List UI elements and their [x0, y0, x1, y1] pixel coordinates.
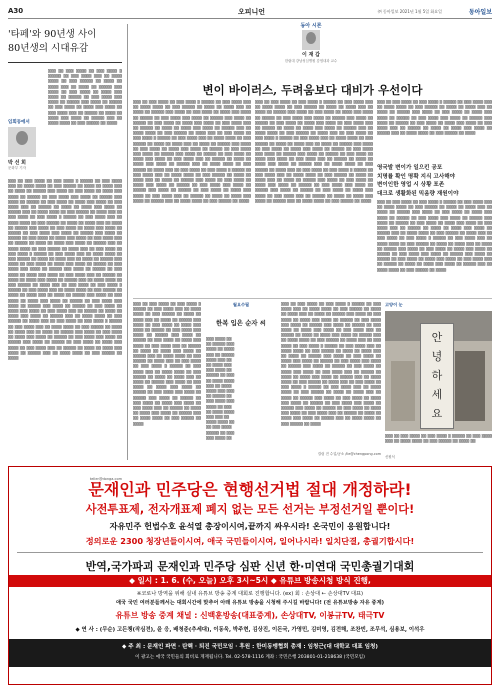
- ad-contact: 이 광고는 애국 국민들의 회비로 게재됩니다. Tel. 02-578-1116 계좌 : 국민은행 203801-01-218638 (국민모임): [135, 655, 365, 660]
- greeting-sign: [420, 323, 454, 429]
- center-headline: 변이 바이러스, 두려움보다 대비가 우선이다: [202, 83, 423, 97]
- photo-caption-label: 고양이 눈: [385, 302, 403, 307]
- center-author-role: 한림대 강남성심병원 감염내과 교수: [284, 59, 338, 63]
- center-body-col3: ▒▒▒ ▒▒ ▒▒▒ ▒▒▒▒ ▒▒ ▒▒▒ ▒▒▒▒ ▒ ▒▒▒▒▒ ▒▒ ▒▒▒ ▒▒▒▒ ▒▒▒ ▒▒ ▒▒▒▒ ▒▒▒▒ ▒▒ ▒▒▒ ▒▒▒▒▒ ▒▒ ▒▒▒▒ ▒▒ ▒▒▒▒ ▒▒▒ ▒▒ ▒▒▒▒ ▒▒ ▒▒▒▒▒ ▒▒▒ ▒▒▒▒ ▒▒ ▒▒▒ ▒▒▒▒ ▒▒ ▒▒▒▒ ▒▒▒ ▒▒▒▒ ▒▒ ▒▒▒▒▒ ▒▒ ▒▒▒ ▒▒▒▒ ▒▒▒ ▒▒▒▒ ▒▒ ▒▒▒▒▒ ▒▒▒ ▒▒▒▒ ▒▒ ▒▒▒▒▒ ▒▒ ▒▒▒ ▒▒▒▒ ▒▒ ▒▒▒▒ ▒▒▒ ▒▒▒▒ ▒▒ ▒▒▒ ▒▒▒▒ ▒▒▒ ▒▒ ▒▒▒▒▒ ▒▒ ▒▒▒▒ ▒▒ ▒▒▒▒ ▒▒▒ ▒▒▒▒ ▒▒ ▒▒▒▒▒ ▒▒▒ ▒▒ ▒▒▒▒ ▒▒▒▒ ▒▒ ▒▒▒ ▒▒▒▒▒ ▒▒ ▒▒▒▒ 영국발 변이가 일으킨 공포 치명률 확인 명확 지식 고사해야 변이인한 영업 시 상황 포존 대크로 생활화된 믹옴량 재원이야 ▒▒▒ ▒▒ ▒▒▒ ▒▒▒▒ ▒▒ ▒▒▒ ▒▒▒▒ ▒ ▒▒▒▒▒ ▒▒ ▒▒▒ ▒▒▒▒ ▒▒▒ ▒▒ ▒▒▒▒ ▒▒▒▒ ▒▒ ▒▒▒ ▒▒▒▒▒ ▒▒ ▒▒▒▒ ▒▒ ▒▒▒▒ ▒▒▒ ▒▒ ▒▒▒▒ ▒▒ ▒▒▒▒▒ ▒▒▒ ▒▒▒▒ ▒▒ ▒▒▒ ▒▒▒▒ ▒▒ ▒▒▒▒ ▒▒▒ ▒▒▒▒ ▒▒ ▒▒▒▒▒ ▒▒ ▒▒▒ ▒▒▒▒ ▒▒▒ ▒▒▒▒ ▒▒ ▒▒▒▒▒ ▒▒▒ ▒▒▒▒ ▒▒ ▒▒▒▒▒ ▒▒ ▒▒▒ ▒▒▒▒ ▒▒ ▒▒▒▒ ▒▒▒ ▒▒▒▒ ▒▒ ▒▒▒ ▒▒▒▒ ▒▒▒ ▒▒ ▒▒▒▒▒ ▒▒ ▒▒▒▒ ▒▒ ▒▒▒▒ ▒▒▒ ▒▒▒▒ ▒▒ ▒▒▒▒▒ ▒▒▒ ▒▒ ▒▒▒▒ ▒▒▒▒ ▒▒ ▒▒▒ ▒▒▒▒▒ ▒▒ ▒▒▒▒ ▒▒▒ ▒▒ ▒▒▒ ▒▒▒▒ ▒▒ ▒▒▒ ▒▒▒▒ ▒ ▒▒▒▒▒ ▒▒ ▒▒▒ ▒▒▒▒ ▒▒▒ ▒▒ ▒▒▒▒ ▒▒▒▒ ▒▒ ▒▒▒ ▒▒▒▒▒ ▒▒ ▒▒▒▒ ▒▒ ▒▒▒▒ ▒▒▒ ▒▒ ▒▒▒▒ ▒▒ ▒▒▒▒▒ ▒▒▒ ▒▒▒▒ ▒▒ ▒▒▒ ▒▒▒▒ ▒▒ ▒▒▒▒ ▒▒▒ ▒▒▒▒ ▒▒ ▒▒▒▒▒ ▒▒ ▒▒▒ ▒▒▒▒ ▒▒▒ ▒▒▒▒ ▒▒ ▒▒▒▒▒ ▒▒▒ ▒▒▒▒ ▒▒ ▒▒▒▒▒ ▒▒ ▒▒▒ ▒▒▒▒ ▒▒ ▒▒▒▒ ▒▒▒ ▒▒▒▒ ▒▒ ▒▒▒ ▒▒▒▒ ▒▒▒ ▒▒ ▒▒▒▒▒ ▒▒ ▒▒▒▒ ▒▒ ▒▒▒▒ ▒▒▒ ▒▒▒▒ ▒▒ ▒▒▒▒▒ ▒▒▒ ▒▒ ▒▒▒▒ ▒▒▒▒ ▒▒ ▒▒▒ ▒▒▒▒▒ ▒▒ ▒▒▒▒: [377, 100, 492, 272]
- left-column-article: [8, 28, 122, 481]
- ad-line4: 정의로운 2300 청장년들이시여, 애국 국민들이시여, 일어나시라! 일치단결, 총궐기합시다!: [85, 536, 415, 546]
- author-photo: [302, 30, 320, 50]
- author-box: [8, 69, 44, 171]
- poem-title: 한복 입은 순자 씨: [216, 319, 266, 327]
- left-author-email: teller@donga.com: [89, 477, 122, 481]
- column-name: 임회동에서: [8, 120, 30, 125]
- poem-box: 월요수필 한복 입은 순자 씨 ▒▒▒ ▒▒▒▒ ▒▒ ▒▒ ▒▒▒▒▒ ▒▒▒ ▒▒▒▒ ▒▒ ▒▒▒▒ ▒▒▒ ▒▒ ▒▒▒▒▒ ▒▒▒▒ ▒▒▒ ▒▒ ▒▒ ▒▒▒▒ ▒▒▒ ▒▒▒ ▒▒▒▒ ▒▒ ▒▒▒▒▒ ▒▒ ▒▒▒ ▒▒ ▒▒▒▒ ▒▒▒▒ ▒▒▒ ▒▒ ▒▒▒▒ ▒▒▒▒ ▒▒▒ ▒▒▒ ▒▒ ▒▒▒▒▒ ▒▒ ▒▒▒ ▒▒▒▒ ▒▒▒ ▒▒▒▒ ▒▒ ▒▒▒ ▒▒ ▒▒▒▒ ▒▒▒▒ ▒▒▒ ▒▒▒ ▒▒ ▒▒▒▒ ▒▒▒▒ ▒▒ ▒▒ ▒▒▒ ▒▒▒▒ ▒▒▒▒▒ ▒▒ ▒▒▒ ▒▒▒ ▒▒▒▒ ▒▒: [206, 302, 276, 458]
- sign-char: 세: [431, 388, 443, 401]
- subhead-line3: 변이인한 영업 시 상황 포존: [377, 182, 445, 188]
- author-name: 박 선 희: [8, 160, 26, 166]
- ad-channels: 유튜브 방송 중계 채널 : 신백훈방송(대표중계), 손상대TV, 이봉규TV, 태극TV: [115, 611, 385, 620]
- ad-organizer: ◆ 주 최 : 문재인 파면 · 탄핵 · 퇴진 국민모임 · 후원 : 한미동맹협회 총재 : 임청근(대 대학교 대표 임청): [122, 644, 378, 650]
- ad-line3: 자유민주 헌법수호 윤석열 총장이시여,끝까지 싸우시라! 온국민이 응원합니다!: [109, 521, 391, 531]
- issue-date: ㈜ 동아일보 2021년 1월 5일 화요일: [377, 9, 442, 14]
- subhead-line2: 치명률 확인 명확 지식 고사해야: [377, 173, 456, 180]
- center-body-col2: ▒▒▒ ▒▒ ▒▒▒ ▒▒▒▒ ▒▒ ▒▒▒ ▒▒▒▒ ▒ ▒▒▒▒▒ ▒▒ ▒▒▒ ▒▒▒▒ ▒▒▒ ▒▒ ▒▒▒▒ ▒▒▒▒ ▒▒ ▒▒▒ ▒▒▒▒▒ ▒▒ ▒▒▒▒ ▒▒ ▒▒▒▒ ▒▒▒ ▒▒ ▒▒▒▒ ▒▒ ▒▒▒▒▒ ▒▒▒ ▒▒▒▒ ▒▒ ▒▒▒ ▒▒▒▒ ▒▒ ▒▒▒▒ ▒▒▒ ▒▒▒▒ ▒▒ ▒▒▒▒▒ ▒▒ ▒▒▒ ▒▒▒▒ ▒▒▒ ▒▒▒▒ ▒▒ ▒▒▒▒▒ ▒▒▒ ▒▒▒▒ ▒▒ ▒▒▒▒▒ ▒▒ ▒▒▒ ▒▒▒▒ ▒▒ ▒▒▒▒ ▒▒▒ ▒▒▒▒ ▒▒ ▒▒▒ ▒▒▒▒ ▒▒▒ ▒▒ ▒▒▒▒▒ ▒▒ ▒▒▒▒ ▒▒ ▒▒▒▒ ▒▒▒ ▒▒▒▒ ▒▒ ▒▒▒▒▒ ▒▒▒ ▒▒ ▒▒▒▒ ▒▒▒▒ ▒▒ ▒▒▒ ▒▒▒▒▒ ▒▒ ▒▒▒▒ ▒▒▒ ▒▒ ▒▒▒ ▒▒▒▒ ▒▒ ▒▒▒ ▒▒▒▒ ▒ ▒▒▒▒▒ ▒▒ ▒▒▒ ▒▒▒▒ ▒▒▒ ▒▒ ▒▒▒▒ ▒▒▒▒ ▒▒ ▒▒▒ ▒▒▒▒▒ ▒▒ ▒▒▒▒ ▒▒ ▒▒▒▒ ▒▒▒ ▒▒ ▒▒▒▒ ▒▒ ▒▒▒▒▒ ▒▒▒ ▒▒▒▒ ▒▒ ▒▒▒ ▒▒▒▒ ▒▒ ▒▒▒▒ ▒▒▒ ▒▒▒▒ ▒▒ ▒▒▒▒▒ ▒▒ ▒▒▒ ▒▒▒▒ ▒▒▒ ▒▒▒▒ ▒▒ ▒▒▒▒▒ ▒▒▒ ▒▒▒▒ ▒▒ ▒▒▒▒▒ ▒▒ ▒▒▒ ▒▒▒▒ ▒▒ ▒▒▒▒ ▒▒▒ ▒▒▒▒ ▒▒ ▒▒▒ ▒▒▒▒ ▒▒▒ ▒▒ ▒▒▒▒▒ ▒▒ ▒▒▒▒ ▒▒ ▒▒▒▒ ▒▒▒ ▒▒▒▒ ▒▒ ▒▒▒▒▒ ▒▒▒ ▒▒ ▒▒▒▒ ▒▒▒▒ ▒▒ ▒▒▒ ▒▒▒▒▒ ▒▒ ▒▒▒▒ ▒▒▒ ▒▒ ▒▒▒ ▒▒▒▒ ▒▒ ▒▒▒ ▒▒▒▒ ▒ ▒▒▒▒▒ ▒▒ ▒▒▒ ▒▒▒▒ ▒▒▒ ▒▒ ▒▒▒▒ ▒▒▒▒ ▒▒ ▒▒▒ ▒▒▒▒▒ ▒▒ ▒▒▒▒ ▒▒ ▒▒▒▒ ▒▒▒ ▒▒ ▒▒▒▒ ▒▒ ▒▒▒▒▒ ▒▒▒ ▒▒▒▒ ▒▒ ▒▒▒ ▒▒▒▒ ▒▒ ▒▒▒▒ ▒▒▒ ▒▒▒▒ ▒▒ ▒▒▒▒▒ ▒▒ ▒▒▒ ▒▒▒▒ ▒▒▒ ▒▒▒▒ ▒▒ ▒▒▒▒▒ ▒▒▒ ▒▒▒▒ ▒▒ ▒▒▒▒▒ ▒▒ ▒▒▒ ▒▒▒▒ ▒▒ ▒▒▒▒ ▒▒▒ ▒▒▒▒ ▒▒ ▒▒▒ ▒▒▒▒ ▒▒▒ ▒▒ ▒▒▒▒▒ ▒▒ ▒▒▒▒ ▒▒ ▒▒▒▒ ▒▒▒ ▒▒▒▒ ▒▒ ▒▒▒▒▒ ▒▒▒ ▒▒ ▒▒▒▒ ▒▒▒▒ ▒▒ ▒▒▒ ▒▒▒▒▒ ▒▒ ▒▒▒▒: [255, 100, 373, 203]
- page-header: [8, 6, 492, 19]
- photo-section: 고양이 눈 안 녕 하 세 요 ▒▒▒ ▒▒ ▒▒▒ ▒▒▒▒ ▒▒ ▒▒▒ ▒▒▒▒ ▒ ▒▒▒▒▒ ▒▒ ▒▒▒ ▒▒▒▒ ▒▒▒ ▒▒ ▒▒▒▒ ▒▒▒▒ ▒▒ ▒▒▒ ▒▒▒▒▒ ▒▒ ▒▒▒▒ ▒▒ 신원석: [385, 302, 492, 459]
- ad-footer: [9, 639, 491, 667]
- center-author-email: 칼럼 전 수업/공소 /lle@chengpong.com: [317, 452, 381, 456]
- left-body-top: ▒▒▒ ▒▒ ▒▒▒ ▒▒▒▒ ▒▒ ▒▒▒ ▒▒▒▒ ▒ ▒▒▒▒▒ ▒▒ ▒▒▒ ▒▒▒▒ ▒▒▒ ▒▒ ▒▒▒▒ ▒▒▒▒ ▒▒ ▒▒▒ ▒▒▒▒▒ ▒▒ ▒▒▒▒ ▒▒ ▒▒▒▒ ▒▒▒ ▒▒ ▒▒▒▒ ▒▒ ▒▒▒▒▒ ▒▒▒ ▒▒▒▒ ▒▒ ▒▒▒ ▒▒▒▒ ▒▒ ▒▒▒▒ ▒▒▒ ▒▒▒▒ ▒▒ ▒▒▒▒▒ ▒▒ ▒▒▒ ▒▒▒▒ ▒▒▒ ▒▒▒▒ ▒▒ ▒▒▒▒▒ ▒▒▒ ▒▒▒▒ ▒▒ ▒▒▒▒▒ ▒▒ ▒▒▒ ▒▒▒▒ ▒▒ ▒▒▒▒ ▒▒▒ ▒▒▒▒ ▒▒ ▒▒▒ ▒▒▒▒ ▒▒▒ ▒▒ ▒▒▒▒▒ ▒▒ ▒▒▒▒ ▒▒ ▒▒▒▒ ▒▒▒ ▒▒▒▒ ▒▒ ▒▒▒▒▒ ▒▒▒ ▒▒ ▒▒▒▒ ▒▒▒▒ ▒▒ ▒▒▒ ▒▒▒▒▒ ▒▒ ▒▒▒▒: [48, 69, 122, 126]
- sign-char: 녕: [431, 350, 443, 363]
- ad-event-title: 반역,국가파괴 문재인과 민주당 심판 신년 한·미연대 국민총궐기대회: [85, 560, 415, 573]
- ad-speakers: ◆ 연 사 : (무순) 고든챙(작심전), 윤 응, 배청준(추세대), 이동욱, 박주현, 김상진, 이돈국, 가영민, 김미영, 김전해, 조찬빈, 조무석, 심용보, 이석우: [75, 627, 425, 633]
- section-name: 오피니언: [238, 8, 266, 16]
- poem-label: 월요수필: [232, 302, 250, 307]
- center-author-name: 이 재 갑: [302, 52, 320, 58]
- sign-char: 하: [431, 369, 443, 382]
- sign-char: 요: [431, 407, 443, 420]
- ad-line2: 사전투표제, 전자개표제 폐지 없는 모든 선거는 부정선거일 뿐이다!: [85, 503, 415, 516]
- subhead-line1: 영국발 변이가 일으킨 공포: [377, 165, 443, 171]
- ad-instructions: 애국 국민 여러분들께서는 대회시간에 맞추어 아래 유튜브 방송을 시청해 주시길 바랍니다! (전 유튜브방송 자유 중계): [116, 600, 384, 606]
- center-column-heading: [133, 22, 492, 78]
- lower-body-col1: ▒▒▒ ▒▒ ▒▒▒ ▒▒▒▒ ▒▒ ▒▒▒ ▒▒▒▒ ▒ ▒▒▒▒▒ ▒▒ ▒▒▒ ▒▒▒▒ ▒▒▒ ▒▒ ▒▒▒▒ ▒▒▒▒ ▒▒ ▒▒▒ ▒▒▒▒▒ ▒▒ ▒▒▒▒ ▒▒ ▒▒▒▒ ▒▒▒ ▒▒ ▒▒▒▒ ▒▒ ▒▒▒▒▒ ▒▒▒ ▒▒▒▒ ▒▒ ▒▒▒ ▒▒▒▒ ▒▒ ▒▒▒▒ ▒▒▒ ▒▒▒▒ ▒▒ ▒▒▒▒▒ ▒▒ ▒▒▒ ▒▒▒▒ ▒▒▒ ▒▒▒▒ ▒▒ ▒▒▒▒▒ ▒▒▒ ▒▒▒▒ ▒▒ ▒▒▒▒▒ ▒▒ ▒▒▒ ▒▒▒▒ ▒▒ ▒▒▒▒ ▒▒▒ ▒▒▒▒ ▒▒ ▒▒▒ ▒▒▒▒ ▒▒▒ ▒▒ ▒▒▒▒▒ ▒▒ ▒▒▒▒ ▒▒ ▒▒▒▒ ▒▒▒ ▒▒▒▒ ▒▒ ▒▒▒▒▒ ▒▒▒ ▒▒ ▒▒▒▒ ▒▒▒▒ ▒▒ ▒▒▒ ▒▒▒▒▒ ▒▒ ▒▒▒▒ ▒▒▒ ▒▒ ▒▒▒ ▒▒▒▒ ▒▒ ▒▒▒ ▒▒▒▒ ▒ ▒▒▒▒▒ ▒▒ ▒▒▒ ▒▒▒▒ ▒▒▒ ▒▒ ▒▒▒▒ ▒▒▒▒ ▒▒ ▒▒▒ ▒▒▒▒▒ ▒▒ ▒▒▒▒ ▒▒ ▒▒▒▒ ▒▒▒ ▒▒ ▒▒▒▒ ▒▒ ▒▒▒▒▒ ▒▒▒ ▒▒▒▒ ▒▒ ▒▒▒ ▒▒▒▒ ▒▒ ▒▒▒▒ ▒▒▒ ▒▒▒▒ ▒▒ ▒▒▒▒▒ ▒▒ ▒▒▒ ▒▒▒▒ ▒▒▒ ▒▒▒▒ ▒▒ ▒▒▒▒▒ ▒▒▒ ▒▒▒▒ ▒▒ ▒▒▒▒▒ ▒▒ ▒▒▒ ▒▒▒▒ ▒▒ ▒▒▒▒ ▒▒▒ ▒▒▒▒ ▒▒ ▒▒▒ ▒▒▒▒ ▒▒▒ ▒▒ ▒▒▒▒▒ ▒▒ ▒▒▒▒ ▒▒ ▒▒▒▒ ▒▒▒ ▒▒▒▒ ▒▒ ▒▒▒▒▒ ▒▒▒ ▒▒ ▒▒▒▒ ▒▒▒▒ ▒▒ ▒▒▒ ▒▒▒▒▒ ▒▒ ▒▒▒▒: [133, 302, 201, 426]
- ad-headline: 문재인과 민주당은 현행선거법 절대 개정하라!: [88, 480, 412, 499]
- author-photo: [8, 127, 36, 157]
- street-photo: [385, 311, 492, 431]
- lower-body-col3: ▒▒▒ ▒▒ ▒▒▒ ▒▒▒▒ ▒▒ ▒▒▒ ▒▒▒▒ ▒ ▒▒▒▒▒ ▒▒ ▒▒▒ ▒▒▒▒ ▒▒▒ ▒▒ ▒▒▒▒ ▒▒▒▒ ▒▒ ▒▒▒ ▒▒▒▒▒ ▒▒ ▒▒▒▒ ▒▒ ▒▒▒▒ ▒▒▒ ▒▒ ▒▒▒▒ ▒▒ ▒▒▒▒▒ ▒▒▒ ▒▒▒▒ ▒▒ ▒▒▒ ▒▒▒▒ ▒▒ ▒▒▒▒ ▒▒▒ ▒▒▒▒ ▒▒ ▒▒▒▒▒ ▒▒ ▒▒▒ ▒▒▒▒ ▒▒▒ ▒▒▒▒ ▒▒ ▒▒▒▒▒ ▒▒▒ ▒▒▒▒ ▒▒ ▒▒▒▒▒ ▒▒ ▒▒▒ ▒▒▒▒ ▒▒ ▒▒▒▒ ▒▒▒ ▒▒▒▒ ▒▒ ▒▒▒ ▒▒▒▒ ▒▒▒ ▒▒ ▒▒▒▒▒ ▒▒ ▒▒▒▒ ▒▒ ▒▒▒▒ ▒▒▒ ▒▒▒▒ ▒▒ ▒▒▒▒▒ ▒▒▒ ▒▒ ▒▒▒▒ ▒▒▒▒ ▒▒ ▒▒▒ ▒▒▒▒▒ ▒▒ ▒▒▒▒ ▒▒▒ ▒▒ ▒▒▒ ▒▒▒▒ ▒▒ ▒▒▒ ▒▒▒▒ ▒ ▒▒▒▒▒ ▒▒ ▒▒▒ ▒▒▒▒ ▒▒▒ ▒▒ ▒▒▒▒ ▒▒▒▒ ▒▒ ▒▒▒ ▒▒▒▒▒ ▒▒ ▒▒▒▒ ▒▒ ▒▒▒▒ ▒▒▒ ▒▒ ▒▒▒▒ ▒▒ ▒▒▒▒▒ ▒▒▒ ▒▒▒▒ ▒▒ ▒▒▒ ▒▒▒▒ ▒▒ ▒▒▒▒ ▒▒▒ ▒▒▒▒ ▒▒ ▒▒▒▒▒ ▒▒ ▒▒▒ ▒▒▒▒ ▒▒▒ ▒▒▒▒ ▒▒ ▒▒▒▒▒ ▒▒▒ ▒▒▒▒ ▒▒ ▒▒▒▒▒ ▒▒ ▒▒▒ ▒▒▒▒ ▒▒ ▒▒▒▒ ▒▒▒ ▒▒▒▒ ▒▒ ▒▒▒ ▒▒▒▒ ▒▒▒ ▒▒ ▒▒▒▒▒ ▒▒ ▒▒▒▒ ▒▒ ▒▒▒▒ ▒▒▒ ▒▒▒▒ ▒▒ ▒▒▒▒▒ ▒▒▒ ▒▒ ▒▒▒▒ ▒▒▒▒ ▒▒ ▒▒▒ ▒▒▒▒▒ ▒▒ ▒▒▒▒ ▒▒▒ ▒▒ ▒▒▒ ▒▒▒▒ ▒▒ ▒▒▒ ▒▒▒▒ ▒ ▒▒▒▒▒ ▒▒ ▒▒▒ ▒▒▒▒ ▒▒▒ ▒▒ ▒▒▒▒ ▒▒▒▒ ▒▒ ▒▒▒ ▒▒▒▒▒ ▒▒ ▒▒▒▒ ▒▒ ▒▒▒▒ ▒▒▒ ▒▒ ▒▒▒▒ ▒▒ ▒▒▒▒▒ ▒▒▒ ▒▒▒▒ ▒▒ ▒▒▒ ▒▒▒▒ ▒▒ ▒▒▒▒ ▒▒▒ ▒▒▒▒ ▒▒ ▒▒▒▒▒ ▒▒ ▒▒▒ ▒▒▒▒ ▒▒▒ ▒▒▒▒ ▒▒ ▒▒▒▒▒ ▒▒▒ ▒▒▒▒ ▒▒ ▒▒▒▒▒ ▒▒ ▒▒▒ ▒▒▒▒ ▒▒ ▒▒▒▒ ▒▒▒ ▒▒▒▒ ▒▒ ▒▒▒ ▒▒▒▒ ▒▒▒ ▒▒ ▒▒▒▒▒ ▒▒ ▒▒▒▒ ▒▒ ▒▒▒▒ ▒▒▒ ▒▒▒▒ ▒▒ ▒▒▒▒▒ ▒▒▒ ▒▒ ▒▒▒▒ ▒▒▒▒ ▒▒ ▒▒▒ ▒▒▒▒▒ ▒▒ ▒▒▒▒: [281, 302, 381, 426]
- column-kicker: 동아 시론: [300, 23, 322, 29]
- left-body-bottom: ▒▒▒ ▒▒ ▒▒▒ ▒▒▒▒ ▒▒ ▒▒▒ ▒▒▒▒ ▒ ▒▒▒▒▒ ▒▒ ▒▒▒ ▒▒▒▒ ▒▒▒ ▒▒ ▒▒▒▒ ▒▒▒▒ ▒▒ ▒▒▒ ▒▒▒▒▒ ▒▒ ▒▒▒▒ ▒▒ ▒▒▒▒ ▒▒▒ ▒▒ ▒▒▒▒ ▒▒ ▒▒▒▒▒ ▒▒▒ ▒▒▒▒ ▒▒ ▒▒▒ ▒▒▒▒ ▒▒ ▒▒▒▒ ▒▒▒ ▒▒▒▒ ▒▒ ▒▒▒▒▒ ▒▒ ▒▒▒ ▒▒▒▒ ▒▒▒ ▒▒▒▒ ▒▒ ▒▒▒▒▒ ▒▒▒ ▒▒▒▒ ▒▒ ▒▒▒▒▒ ▒▒ ▒▒▒ ▒▒▒▒ ▒▒ ▒▒▒▒ ▒▒▒ ▒▒▒▒ ▒▒ ▒▒▒ ▒▒▒▒ ▒▒▒ ▒▒ ▒▒▒▒▒ ▒▒ ▒▒▒▒ ▒▒ ▒▒▒▒ ▒▒▒ ▒▒▒▒ ▒▒ ▒▒▒▒▒ ▒▒▒ ▒▒ ▒▒▒▒ ▒▒▒▒ ▒▒ ▒▒▒ ▒▒▒▒▒ ▒▒ ▒▒▒▒ ▒▒▒ ▒▒ ▒▒▒ ▒▒▒▒ ▒▒ ▒▒▒ ▒▒▒▒ ▒ ▒▒▒▒▒ ▒▒ ▒▒▒ ▒▒▒▒ ▒▒▒ ▒▒ ▒▒▒▒ ▒▒▒▒ ▒▒ ▒▒▒ ▒▒▒▒▒ ▒▒ ▒▒▒▒ ▒▒ ▒▒▒▒ ▒▒▒ ▒▒ ▒▒▒▒ ▒▒ ▒▒▒▒▒ ▒▒▒ ▒▒▒▒ ▒▒ ▒▒▒ ▒▒▒▒ ▒▒ ▒▒▒▒ ▒▒▒ ▒▒▒▒ ▒▒ ▒▒▒▒▒ ▒▒ ▒▒▒ ▒▒▒▒ ▒▒▒ ▒▒▒▒ ▒▒ ▒▒▒▒▒ ▒▒▒ ▒▒▒▒ ▒▒ ▒▒▒▒▒ ▒▒ ▒▒▒ ▒▒▒▒ ▒▒ ▒▒▒▒ ▒▒▒ ▒▒▒▒ ▒▒ ▒▒▒ ▒▒▒▒ ▒▒▒ ▒▒ ▒▒▒▒▒ ▒▒ ▒▒▒▒ ▒▒ ▒▒▒▒ ▒▒▒ ▒▒▒▒ ▒▒ ▒▒▒▒▒ ▒▒▒ ▒▒ ▒▒▒▒ ▒▒▒▒ ▒▒ ▒▒▒ ▒▒▒▒▒ ▒▒ ▒▒▒▒ ▒▒▒ ▒▒ ▒▒▒ ▒▒▒▒ ▒▒ ▒▒▒ ▒▒▒▒ ▒ ▒▒▒▒▒ ▒▒ ▒▒▒ ▒▒▒▒ ▒▒▒ ▒▒ ▒▒▒▒ ▒▒▒▒ ▒▒ ▒▒▒ ▒▒▒▒▒ ▒▒ ▒▒▒▒ ▒▒ ▒▒▒▒ ▒▒▒ ▒▒ ▒▒▒▒ ▒▒ ▒▒▒▒▒ ▒▒▒ ▒▒▒▒ ▒▒ ▒▒▒ ▒▒▒▒ ▒▒ ▒▒▒▒ ▒▒▒ ▒▒▒▒ ▒▒ ▒▒▒▒▒ ▒▒ ▒▒▒ ▒▒▒▒ ▒▒▒ ▒▒▒▒ ▒▒ ▒▒▒▒▒ ▒▒▒ ▒▒▒▒ ▒▒ ▒▒▒▒▒ ▒▒ ▒▒▒ ▒▒▒▒ ▒▒ ▒▒▒▒ ▒▒▒ ▒▒▒▒ ▒▒ ▒▒▒ ▒▒▒▒ ▒▒▒ ▒▒ ▒▒▒▒▒ ▒▒ ▒▒▒▒ ▒▒ ▒▒▒▒ ▒▒▒ ▒▒▒▒ ▒▒ ▒▒▒▒▒ ▒▒▒ ▒▒ ▒▒▒▒ ▒▒▒▒ ▒▒ ▒▒▒ ▒▒▒▒▒ ▒▒ ▒▒▒▒ ▒▒▒ ▒▒ ▒▒▒ ▒▒▒▒ ▒▒ ▒▒▒ ▒▒▒▒ ▒ ▒▒▒▒▒ ▒▒ ▒▒▒ ▒▒▒▒ ▒▒▒ ▒▒ ▒▒▒▒ ▒▒▒▒ ▒▒ ▒▒▒ ▒▒▒▒▒ ▒▒ ▒▒▒▒ ▒▒ ▒▒▒▒ ▒▒▒ ▒▒ ▒▒▒▒ ▒▒ ▒▒▒▒▒ ▒▒▒ ▒▒▒▒ ▒▒ ▒▒▒ ▒▒▒▒ ▒▒ ▒▒▒▒ ▒▒▒ ▒▒▒▒ ▒▒ ▒▒▒▒▒ ▒▒ ▒▒▒ ▒▒▒▒ ▒▒▒ ▒▒▒▒ ▒▒ ▒▒▒▒▒ ▒▒▒ ▒▒▒▒ ▒▒ ▒▒▒▒▒ ▒▒ ▒▒▒ ▒▒▒▒ ▒▒ ▒▒▒▒ ▒▒▒ ▒▒▒▒ ▒▒ ▒▒▒ ▒▒▒▒ ▒▒▒ ▒▒ ▒▒▒▒▒ ▒▒ ▒▒▒▒ ▒▒ ▒▒▒▒ ▒▒▒ ▒▒▒▒ ▒▒ ▒▒▒▒▒ ▒▒▒ ▒▒ ▒▒▒▒ ▒▒▒▒ ▒▒ ▒▒▒ ▒▒▒▒▒ ▒▒ ▒▒▒▒ ▒▒▒ ▒▒ ▒▒▒ ▒▒▒▒ ▒▒ ▒▒▒ ▒▒▒▒ ▒ ▒▒▒▒▒ ▒▒ ▒▒▒ ▒▒▒▒ ▒▒▒ ▒▒ ▒▒▒▒ ▒▒▒▒ ▒▒ ▒▒▒ ▒▒▒▒▒ ▒▒ ▒▒▒▒ ▒▒ ▒▒▒▒ ▒▒▒ ▒▒ ▒▒▒▒ ▒▒ ▒▒▒▒▒ ▒▒▒ ▒▒▒▒ ▒▒ ▒▒▒ ▒▒▒▒ ▒▒ ▒▒▒▒ ▒▒▒ ▒▒▒▒ ▒▒ ▒▒▒▒▒ ▒▒ ▒▒▒ ▒▒▒▒ ▒▒▒ ▒▒▒▒ ▒▒ ▒▒▒▒▒ ▒▒▒ ▒▒▒▒ ▒▒ ▒▒▒▒▒ ▒▒ ▒▒▒ ▒▒▒▒ ▒▒ ▒▒▒▒ ▒▒▒ ▒▒▒▒ ▒▒ ▒▒▒ ▒▒▒▒ ▒▒▒ ▒▒ ▒▒▒▒▒ ▒▒ ▒▒▒▒ ▒▒ ▒▒▒▒ ▒▒▒ ▒▒▒▒ ▒▒ ▒▒▒▒▒ ▒▒▒ ▒▒ ▒▒▒▒ ▒▒▒▒ ▒▒ ▒▒▒ ▒▒▒▒▒ ▒▒ ▒▒▒▒: [8, 179, 122, 360]
- center-body-col1: ▒▒▒ ▒▒ ▒▒▒ ▒▒▒▒ ▒▒ ▒▒▒ ▒▒▒▒ ▒ ▒▒▒▒▒ ▒▒ ▒▒▒ ▒▒▒▒ ▒▒▒ ▒▒ ▒▒▒▒ ▒▒▒▒ ▒▒ ▒▒▒ ▒▒▒▒▒ ▒▒ ▒▒▒▒ ▒▒ ▒▒▒▒ ▒▒▒ ▒▒ ▒▒▒▒ ▒▒ ▒▒▒▒▒ ▒▒▒ ▒▒▒▒ ▒▒ ▒▒▒ ▒▒▒▒ ▒▒ ▒▒▒▒ ▒▒▒ ▒▒▒▒ ▒▒ ▒▒▒▒▒ ▒▒ ▒▒▒ ▒▒▒▒ ▒▒▒ ▒▒▒▒ ▒▒ ▒▒▒▒▒ ▒▒▒ ▒▒▒▒ ▒▒ ▒▒▒▒▒ ▒▒ ▒▒▒ ▒▒▒▒ ▒▒ ▒▒▒▒ ▒▒▒ ▒▒▒▒ ▒▒ ▒▒▒ ▒▒▒▒ ▒▒▒ ▒▒ ▒▒▒▒▒ ▒▒ ▒▒▒▒ ▒▒ ▒▒▒▒ ▒▒▒ ▒▒▒▒ ▒▒ ▒▒▒▒▒ ▒▒▒ ▒▒ ▒▒▒▒ ▒▒▒▒ ▒▒ ▒▒▒ ▒▒▒▒▒ ▒▒ ▒▒▒▒ ▒▒▒ ▒▒ ▒▒▒ ▒▒▒▒ ▒▒ ▒▒▒ ▒▒▒▒ ▒ ▒▒▒▒▒ ▒▒ ▒▒▒ ▒▒▒▒ ▒▒▒ ▒▒ ▒▒▒▒ ▒▒▒▒ ▒▒ ▒▒▒ ▒▒▒▒▒ ▒▒ ▒▒▒▒ ▒▒ ▒▒▒▒ ▒▒▒ ▒▒ ▒▒▒▒ ▒▒ ▒▒▒▒▒ ▒▒▒ ▒▒▒▒ ▒▒ ▒▒▒ ▒▒▒▒ ▒▒ ▒▒▒▒ ▒▒▒ ▒▒▒▒ ▒▒ ▒▒▒▒▒ ▒▒ ▒▒▒ ▒▒▒▒ ▒▒▒ ▒▒▒▒ ▒▒ ▒▒▒▒▒ ▒▒▒ ▒▒▒▒ ▒▒ ▒▒▒▒▒ ▒▒ ▒▒▒ ▒▒▒▒ ▒▒ ▒▒▒▒ ▒▒▒ ▒▒▒▒ ▒▒ ▒▒▒ ▒▒▒▒ ▒▒▒ ▒▒ ▒▒▒▒▒ ▒▒ ▒▒▒▒ ▒▒ ▒▒▒▒ ▒▒▒ ▒▒▒▒ ▒▒ ▒▒▒▒▒ ▒▒▒ ▒▒ ▒▒▒▒ ▒▒▒▒ ▒▒ ▒▒▒ ▒▒▒▒▒ ▒▒ ▒▒▒▒ ▒▒▒ ▒▒ ▒▒▒ ▒▒▒▒ ▒▒ ▒▒▒ ▒▒▒▒ ▒ ▒▒▒▒▒ ▒▒ ▒▒▒ ▒▒▒▒ ▒▒▒ ▒▒ ▒▒▒▒ ▒▒▒▒ ▒▒ ▒▒▒ ▒▒▒▒▒ ▒▒ ▒▒▒▒ ▒▒ ▒▒▒▒ ▒▒▒ ▒▒ ▒▒▒▒ ▒▒ ▒▒▒▒▒ ▒▒▒ ▒▒▒▒ ▒▒ ▒▒▒ ▒▒▒▒ ▒▒ ▒▒▒▒ ▒▒▒ ▒▒▒▒ ▒▒ ▒▒▒▒▒ ▒▒ ▒▒▒ ▒▒▒▒ ▒▒▒ ▒▒▒▒ ▒▒ ▒▒▒▒▒ ▒▒▒ ▒▒▒▒ ▒▒ ▒▒▒▒▒ ▒▒ ▒▒▒ ▒▒▒▒ ▒▒ ▒▒▒▒ ▒▒▒ ▒▒▒▒ ▒▒ ▒▒▒ ▒▒▒▒ ▒▒▒ ▒▒ ▒▒▒▒▒ ▒▒ ▒▒▒▒ ▒▒ ▒▒▒▒ ▒▒▒ ▒▒▒▒ ▒▒ ▒▒▒▒▒ ▒▒▒ ▒▒ ▒▒▒▒ ▒▒▒▒ ▒▒ ▒▒▒ ▒▒▒▒▒ ▒▒ ▒▒▒▒: [133, 100, 251, 203]
- divider: [8, 62, 122, 63]
- divider: [133, 298, 492, 299]
- political-advertisement: [8, 466, 492, 685]
- left-headline-line1: '타페'와 90년생 사이: [8, 29, 97, 40]
- left-headline-line2: 80년생의 시대유감: [8, 43, 89, 54]
- newspaper-logo: 동아일보: [468, 9, 492, 16]
- photo-credit: 신원석: [385, 455, 395, 459]
- ad-event-date: ◆ 일시 : 1. 6. (수, 오늘) 오후 3시~5시 ◆ 유튜브 방송시청 방식 진행,: [9, 575, 491, 587]
- column-divider: [127, 24, 128, 460]
- author-role: 문화부 기자: [8, 166, 27, 170]
- subhead-line4: 대크로 생활화된 믹옴량 재원이야: [377, 190, 459, 197]
- page-number: A30: [8, 7, 24, 15]
- sign-char: 안: [431, 331, 443, 344]
- ad-notice: ※코로나 방역을 위해 실내 유튜브 방송 중계 대회로 진행합니다. (ex) 회 : 손상대 ← 손상대TV 대표): [136, 591, 364, 597]
